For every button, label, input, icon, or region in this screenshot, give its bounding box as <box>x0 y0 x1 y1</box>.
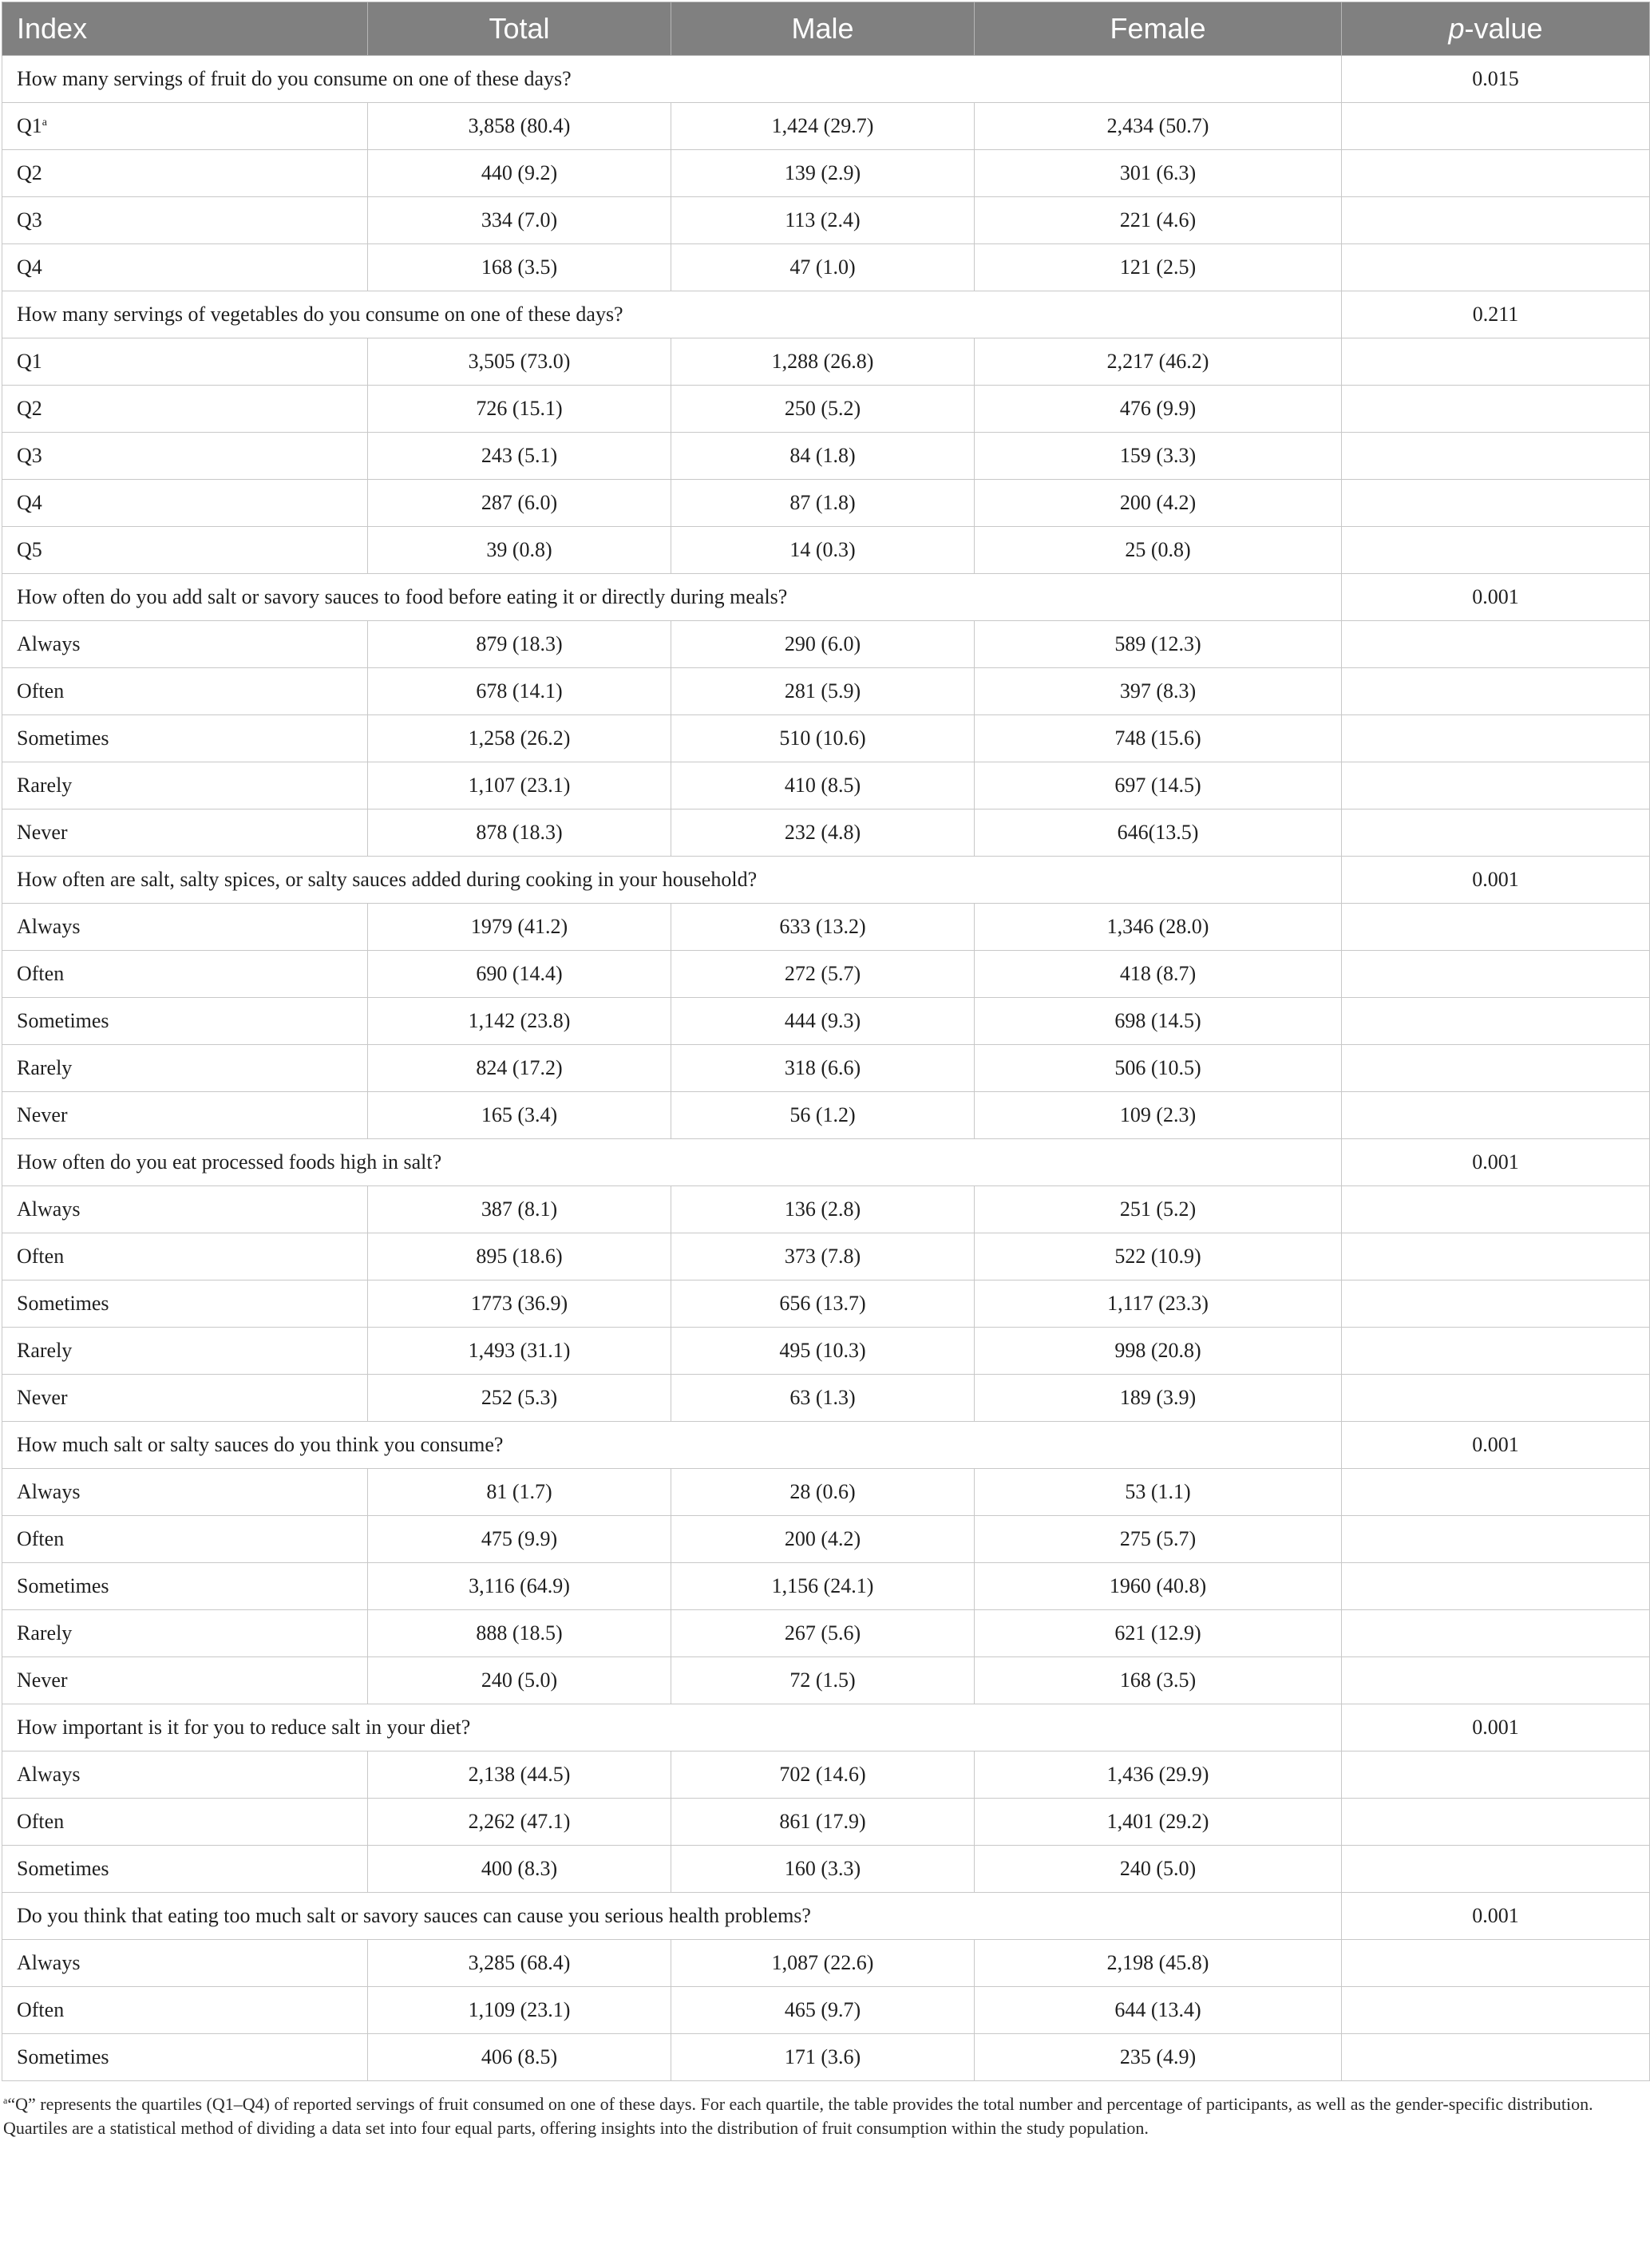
total-value: 726 (15.1) <box>368 386 671 433</box>
table-row <box>2 1375 1650 1422</box>
male-value: 84 (1.8) <box>671 433 975 480</box>
question-text: How often do you add salt or savory sauces to food before eating it or directly during meals? <box>2 574 1342 621</box>
male-value: 272 (5.7) <box>671 951 975 998</box>
row-label: Q3 <box>17 444 42 467</box>
total-value: 895 (18.6) <box>368 1233 671 1280</box>
total-value: 1,493 (31.1) <box>368 1328 671 1375</box>
table-row <box>2 103 1650 150</box>
row-label: Sometimes <box>17 1574 109 1597</box>
row-label: Sometimes <box>17 2045 109 2068</box>
total-value: 1773 (36.9) <box>368 1280 671 1328</box>
row-label-cell <box>2 951 368 998</box>
row-label: Q3 <box>17 208 42 232</box>
table-row <box>2 1846 1650 1893</box>
row-label-cell <box>2 998 368 1045</box>
question-pvalue: 0.001 <box>1342 1704 1650 1751</box>
pvalue-empty <box>1342 951 1650 998</box>
male-value: 47 (1.0) <box>671 244 975 291</box>
question-row <box>2 56 1650 103</box>
female-value: 698 (14.5) <box>975 998 1342 1045</box>
question-row <box>2 1139 1650 1186</box>
pvalue-empty <box>1342 1280 1650 1328</box>
female-value: 109 (2.3) <box>975 1092 1342 1139</box>
row-label: Q4 <box>17 255 42 279</box>
pvalue-empty <box>1342 1940 1650 1987</box>
row-label: Often <box>17 679 65 703</box>
pvalue-empty <box>1342 1846 1650 1893</box>
pvalue-empty <box>1342 668 1650 715</box>
total-value: 2,262 (47.1) <box>368 1799 671 1846</box>
pvalue-empty <box>1342 1186 1650 1233</box>
row-label-cell <box>2 103 368 150</box>
row-label: Q4 <box>17 491 42 514</box>
pvalue-empty <box>1342 621 1650 668</box>
pvalue-empty <box>1342 762 1650 809</box>
question-row <box>2 857 1650 904</box>
survey-table <box>2 2 1650 2081</box>
table-row <box>2 527 1650 574</box>
row-label-cell <box>2 762 368 809</box>
question-row <box>2 574 1650 621</box>
pvalue-empty <box>1342 904 1650 951</box>
question-text: How important is it for you to reduce salt in your diet? <box>2 1704 1342 1751</box>
row-label-cell <box>2 433 368 480</box>
male-value: 1,424 (29.7) <box>671 103 975 150</box>
male-value: 656 (13.7) <box>671 1280 975 1328</box>
table-row <box>2 809 1650 857</box>
pvalue-empty <box>1342 338 1650 386</box>
table-row <box>2 998 1650 1045</box>
footnote-text: “Q” represents the quartiles (Q1–Q4) of reported servings of fruit consumed on one of these days. For each quartile, the table provides the total number and percentage of participants, as well as the gender-specific distribution. Quartiles are a statistical method of dividing a data set into four equal parts, offering insights into the distribution of fruit consumption within the study population. <box>3 2094 1593 2138</box>
row-label: Q2 <box>17 161 42 184</box>
row-label-cell <box>2 480 368 527</box>
table-row <box>2 1799 1650 1846</box>
female-value: 1,436 (29.9) <box>975 1751 1342 1799</box>
row-label-cell <box>2 668 368 715</box>
female-value: 644 (13.4) <box>975 1987 1342 2034</box>
total-value: 81 (1.7) <box>368 1469 671 1516</box>
male-value: 410 (8.5) <box>671 762 975 809</box>
row-label-cell <box>2 1751 368 1799</box>
male-value: 1,288 (26.8) <box>671 338 975 386</box>
question-pvalue: 0.001 <box>1342 1139 1650 1186</box>
table-row <box>2 1045 1650 1092</box>
pvalue-empty <box>1342 1563 1650 1610</box>
female-value: 506 (10.5) <box>975 1045 1342 1092</box>
row-label: Q1 <box>17 350 42 373</box>
pvalue-empty <box>1342 1657 1650 1704</box>
header-pvalue <box>1342 2 1650 56</box>
row-label: Always <box>17 1951 81 1974</box>
question-text: How many servings of vegetables do you consume on one of these days? <box>2 291 1342 338</box>
pvalue-empty <box>1342 103 1650 150</box>
table-row <box>2 480 1650 527</box>
total-value: 1,142 (23.8) <box>368 998 671 1045</box>
table-row <box>2 1328 1650 1375</box>
row-label: Often <box>17 1527 65 1550</box>
pvalue-empty <box>1342 150 1650 197</box>
table-row <box>2 244 1650 291</box>
female-value: 121 (2.5) <box>975 244 1342 291</box>
pvalue-empty <box>1342 244 1650 291</box>
row-label-cell <box>2 1516 368 1563</box>
table-row <box>2 150 1650 197</box>
female-value: 168 (3.5) <box>975 1657 1342 1704</box>
male-value: 861 (17.9) <box>671 1799 975 1846</box>
row-label-cell <box>2 1092 368 1139</box>
male-value: 465 (9.7) <box>671 1987 975 2034</box>
female-value: 1,117 (23.3) <box>975 1280 1342 1328</box>
total-value: 1,107 (23.1) <box>368 762 671 809</box>
row-label-cell <box>2 1987 368 2034</box>
male-value: 136 (2.8) <box>671 1186 975 1233</box>
male-value: 702 (14.6) <box>671 1751 975 1799</box>
male-value: 290 (6.0) <box>671 621 975 668</box>
question-pvalue: 0.015 <box>1342 56 1650 103</box>
row-label-cell <box>2 2034 368 2081</box>
male-value: 281 (5.9) <box>671 668 975 715</box>
pvalue-empty <box>1342 1328 1650 1375</box>
pvalue-empty <box>1342 527 1650 574</box>
male-value: 160 (3.3) <box>671 1846 975 1893</box>
male-value: 63 (1.3) <box>671 1375 975 1422</box>
pvalue-empty <box>1342 1799 1650 1846</box>
row-label: Sometimes <box>17 1292 109 1315</box>
table-row <box>2 1563 1650 1610</box>
male-value: 510 (10.6) <box>671 715 975 762</box>
question-text: How much salt or salty sauces do you think you consume? <box>2 1422 1342 1469</box>
row-label: Always <box>17 632 81 655</box>
row-label-cell <box>2 338 368 386</box>
header-female: Female <box>975 2 1342 56</box>
total-value: 1979 (41.2) <box>368 904 671 951</box>
table-row <box>2 1657 1650 1704</box>
row-label-cell <box>2 904 368 951</box>
total-value: 879 (18.3) <box>368 621 671 668</box>
female-value: 2,434 (50.7) <box>975 103 1342 150</box>
question-row <box>2 1704 1650 1751</box>
male-value: 56 (1.2) <box>671 1092 975 1139</box>
table-row <box>2 1610 1650 1657</box>
male-value: 113 (2.4) <box>671 197 975 244</box>
table-row <box>2 904 1650 951</box>
table-row <box>2 1233 1650 1280</box>
row-label-cell <box>2 1657 368 1704</box>
row-label-cell <box>2 1045 368 1092</box>
row-label-cell <box>2 1563 368 1610</box>
row-label-cell <box>2 809 368 857</box>
table-row <box>2 1469 1650 1516</box>
table-row <box>2 1516 1650 1563</box>
row-label: Often <box>17 1245 65 1268</box>
row-label: Rarely <box>17 1621 73 1645</box>
row-label: Sometimes <box>17 726 109 750</box>
pvalue-empty <box>1342 1233 1650 1280</box>
table-row <box>2 338 1650 386</box>
row-label-cell <box>2 1280 368 1328</box>
female-value: 748 (15.6) <box>975 715 1342 762</box>
row-label-cell <box>2 244 368 291</box>
row-label-cell <box>2 1940 368 1987</box>
question-pvalue: 0.001 <box>1342 574 1650 621</box>
total-value: 3,116 (64.9) <box>368 1563 671 1610</box>
female-value: 2,198 (45.8) <box>975 1940 1342 1987</box>
female-value: 589 (12.3) <box>975 621 1342 668</box>
row-label-cell <box>2 527 368 574</box>
female-value: 998 (20.8) <box>975 1328 1342 1375</box>
total-value: 240 (5.0) <box>368 1657 671 1704</box>
row-label-cell <box>2 1233 368 1280</box>
header-male: Male <box>671 2 975 56</box>
male-value: 444 (9.3) <box>671 998 975 1045</box>
total-value: 690 (14.4) <box>368 951 671 998</box>
male-value: 72 (1.5) <box>671 1657 975 1704</box>
table-row <box>2 1186 1650 1233</box>
pvalue-empty <box>1342 433 1650 480</box>
row-label: Q5 <box>17 538 42 561</box>
question-row <box>2 1893 1650 1940</box>
header-index: Index <box>2 2 368 56</box>
female-value: 621 (12.9) <box>975 1610 1342 1657</box>
male-value: 14 (0.3) <box>671 527 975 574</box>
total-value: 475 (9.9) <box>368 1516 671 1563</box>
question-pvalue: 0.211 <box>1342 291 1650 338</box>
table-row <box>2 762 1650 809</box>
male-value: 171 (3.6) <box>671 2034 975 2081</box>
row-label: Rarely <box>17 1339 73 1362</box>
header-pvalue-p: p <box>1448 12 1465 45</box>
pvalue-empty <box>1342 197 1650 244</box>
male-value: 633 (13.2) <box>671 904 975 951</box>
row-label-cell <box>2 1186 368 1233</box>
total-value: 888 (18.5) <box>368 1610 671 1657</box>
total-value: 334 (7.0) <box>368 197 671 244</box>
total-value: 1,109 (23.1) <box>368 1987 671 2034</box>
row-label-cell <box>2 1610 368 1657</box>
male-value: 267 (5.6) <box>671 1610 975 1657</box>
pvalue-empty <box>1342 1092 1650 1139</box>
row-label: Rarely <box>17 1056 73 1079</box>
table-row <box>2 1751 1650 1799</box>
table-row <box>2 2034 1650 2081</box>
female-value: 235 (4.9) <box>975 2034 1342 2081</box>
male-value: 250 (5.2) <box>671 386 975 433</box>
pvalue-empty <box>1342 1516 1650 1563</box>
female-value: 200 (4.2) <box>975 480 1342 527</box>
pvalue-empty <box>1342 1751 1650 1799</box>
row-label-cell <box>2 621 368 668</box>
row-label-cell <box>2 386 368 433</box>
row-label: Never <box>17 821 68 844</box>
row-label: Sometimes <box>17 1009 109 1032</box>
table-body <box>2 56 1650 2081</box>
table-row <box>2 197 1650 244</box>
row-label: Often <box>17 1810 65 1833</box>
total-value: 1,258 (26.2) <box>368 715 671 762</box>
female-value: 301 (6.3) <box>975 150 1342 197</box>
female-value: 251 (5.2) <box>975 1186 1342 1233</box>
male-value: 232 (4.8) <box>671 809 975 857</box>
female-value: 189 (3.9) <box>975 1375 1342 1422</box>
pvalue-empty <box>1342 1045 1650 1092</box>
row-label-cell <box>2 1469 368 1516</box>
female-value: 418 (8.7) <box>975 951 1342 998</box>
female-value: 53 (1.1) <box>975 1469 1342 1516</box>
pvalue-empty <box>1342 1610 1650 1657</box>
pvalue-empty <box>1342 1987 1650 2034</box>
row-label: Never <box>17 1668 68 1692</box>
table-header-row <box>2 2 1650 56</box>
total-value: 39 (0.8) <box>368 527 671 574</box>
table-row <box>2 433 1650 480</box>
row-label-cell <box>2 1799 368 1846</box>
question-row <box>2 291 1650 338</box>
table-row <box>2 1940 1650 1987</box>
female-value: 25 (0.8) <box>975 527 1342 574</box>
question-pvalue: 0.001 <box>1342 857 1650 904</box>
pvalue-empty <box>1342 715 1650 762</box>
row-label: Always <box>17 1197 81 1221</box>
total-value: 168 (3.5) <box>368 244 671 291</box>
male-value: 495 (10.3) <box>671 1328 975 1375</box>
male-value: 87 (1.8) <box>671 480 975 527</box>
table-row <box>2 668 1650 715</box>
row-label-cell <box>2 197 368 244</box>
female-value: 159 (3.3) <box>975 433 1342 480</box>
pvalue-empty <box>1342 2034 1650 2081</box>
table-row <box>2 1280 1650 1328</box>
pvalue-empty <box>1342 1469 1650 1516</box>
female-value: 1,346 (28.0) <box>975 904 1342 951</box>
question-pvalue: 0.001 <box>1342 1422 1650 1469</box>
header-total: Total <box>368 2 671 56</box>
row-label: Often <box>17 1998 65 2021</box>
total-value: 406 (8.5) <box>368 2034 671 2081</box>
total-value: 2,138 (44.5) <box>368 1751 671 1799</box>
row-label-cell <box>2 1328 368 1375</box>
male-value: 139 (2.9) <box>671 150 975 197</box>
female-value: 522 (10.9) <box>975 1233 1342 1280</box>
total-value: 400 (8.3) <box>368 1846 671 1893</box>
question-text: How many servings of fruit do you consume on one of these days? <box>2 56 1342 103</box>
total-value: 3,858 (80.4) <box>368 103 671 150</box>
female-value: 275 (5.7) <box>975 1516 1342 1563</box>
row-label-cell <box>2 150 368 197</box>
female-value: 646(13.5) <box>975 809 1342 857</box>
female-value: 476 (9.9) <box>975 386 1342 433</box>
row-label: Rarely <box>17 774 73 797</box>
table-row <box>2 1987 1650 2034</box>
female-value: 1960 (40.8) <box>975 1563 1342 1610</box>
total-value: 3,505 (73.0) <box>368 338 671 386</box>
female-value: 2,217 (46.2) <box>975 338 1342 386</box>
row-label: Always <box>17 1480 81 1503</box>
table-page <box>0 2 1650 2140</box>
total-value: 678 (14.1) <box>368 668 671 715</box>
table-row <box>2 621 1650 668</box>
pvalue-empty <box>1342 1375 1650 1422</box>
total-value: 3,285 (68.4) <box>368 1940 671 1987</box>
row-label: Never <box>17 1103 68 1126</box>
male-value: 28 (0.6) <box>671 1469 975 1516</box>
footnote-marker: a <box>3 2095 8 2106</box>
question-row <box>2 1422 1650 1469</box>
male-value: 1,087 (22.6) <box>671 1940 975 1987</box>
pvalue-empty <box>1342 809 1650 857</box>
total-value: 824 (17.2) <box>368 1045 671 1092</box>
pvalue-empty <box>1342 386 1650 433</box>
header-pvalue-rest: -value <box>1464 12 1543 45</box>
pvalue-empty <box>1342 998 1650 1045</box>
pvalue-empty <box>1342 480 1650 527</box>
row-label-cell <box>2 1846 368 1893</box>
male-value: 1,156 (24.1) <box>671 1563 975 1610</box>
row-label: Often <box>17 962 65 985</box>
table-footnote <box>3 2092 1644 2140</box>
table-row <box>2 1092 1650 1139</box>
total-value: 243 (5.1) <box>368 433 671 480</box>
female-value: 221 (4.6) <box>975 197 1342 244</box>
male-value: 318 (6.6) <box>671 1045 975 1092</box>
row-label: Always <box>17 1763 81 1786</box>
row-label-cell <box>2 715 368 762</box>
female-value: 240 (5.0) <box>975 1846 1342 1893</box>
male-value: 200 (4.2) <box>671 1516 975 1563</box>
question-pvalue: 0.001 <box>1342 1893 1650 1940</box>
male-value: 373 (7.8) <box>671 1233 975 1280</box>
question-text: How often do you eat processed foods high in salt? <box>2 1139 1342 1186</box>
female-value: 397 (8.3) <box>975 668 1342 715</box>
row-label: Q1 <box>17 114 42 137</box>
table-row <box>2 386 1650 433</box>
row-label: Q2 <box>17 397 42 420</box>
total-value: 287 (6.0) <box>368 480 671 527</box>
total-value: 387 (8.1) <box>368 1186 671 1233</box>
row-label: Never <box>17 1386 68 1409</box>
female-value: 697 (14.5) <box>975 762 1342 809</box>
female-value: 1,401 (29.2) <box>975 1799 1342 1846</box>
table-row <box>2 951 1650 998</box>
question-text: How often are salt, salty spices, or salty sauces added during cooking in your household? <box>2 857 1342 904</box>
total-value: 252 (5.3) <box>368 1375 671 1422</box>
row-label: Sometimes <box>17 1857 109 1880</box>
row-label: Always <box>17 915 81 938</box>
total-value: 165 (3.4) <box>368 1092 671 1139</box>
total-value: 440 (9.2) <box>368 150 671 197</box>
row-label-footnote-marker: a <box>42 117 47 129</box>
table-row <box>2 715 1650 762</box>
total-value: 878 (18.3) <box>368 809 671 857</box>
question-text: Do you think that eating too much salt or savory sauces can cause you serious health problems? <box>2 1893 1342 1940</box>
row-label-cell <box>2 1375 368 1422</box>
